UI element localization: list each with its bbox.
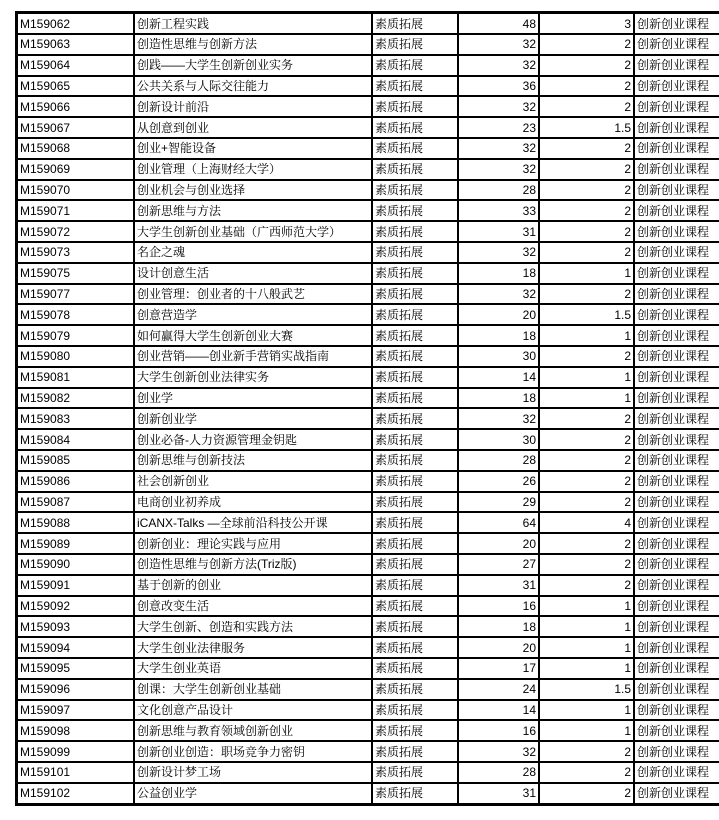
table-row [17, 471, 719, 492]
cell-category: 素质拓展 [372, 512, 458, 533]
cell-category: 素质拓展 [372, 76, 458, 97]
cell-credits: 4 [539, 512, 634, 533]
cell-code: M159066 [17, 96, 135, 117]
cell-code: M159080 [17, 346, 135, 367]
cell-code: M159064 [17, 55, 135, 76]
cell-code: M159071 [17, 200, 135, 221]
cell-type: 创新创业课程 [634, 512, 719, 533]
cell-hours: 32 [458, 242, 539, 263]
table-row [17, 575, 719, 596]
table-row [17, 533, 719, 554]
cell-name: 创意改变生活 [134, 596, 372, 617]
table-row [17, 138, 719, 159]
cell-type: 创新创业课程 [634, 450, 719, 471]
cell-category: 素质拓展 [372, 575, 458, 596]
course-list-table [15, 11, 719, 806]
cell-code: M159070 [17, 180, 135, 201]
table-row [17, 221, 719, 242]
cell-hours: 33 [458, 200, 539, 221]
cell-hours: 30 [458, 346, 539, 367]
cell-hours: 18 [458, 616, 539, 637]
cell-category: 素质拓展 [372, 533, 458, 554]
cell-hours: 32 [458, 284, 539, 305]
table-row [17, 263, 719, 284]
cell-credits: 1 [539, 720, 634, 741]
table-row [17, 492, 719, 513]
cell-credits: 2 [539, 76, 634, 97]
cell-hours: 18 [458, 263, 539, 284]
cell-code: M159086 [17, 471, 135, 492]
cell-type: 创新创业课程 [634, 471, 719, 492]
cell-type: 创新创业课程 [634, 408, 719, 429]
cell-code: M159098 [17, 720, 135, 741]
table-row [17, 679, 719, 700]
cell-credits: 2 [539, 96, 634, 117]
cell-credits: 2 [539, 429, 634, 450]
cell-code: M159062 [17, 13, 135, 35]
cell-code: M159083 [17, 408, 135, 429]
cell-type: 创新创业课程 [634, 616, 719, 637]
cell-category: 素质拓展 [372, 783, 458, 805]
cell-name: 创践——大学生创新创业实务 [134, 55, 372, 76]
cell-category: 素质拓展 [372, 658, 458, 679]
cell-credits: 1 [539, 263, 634, 284]
table-row [17, 34, 719, 55]
cell-credits: 2 [539, 554, 634, 575]
cell-code: M159084 [17, 429, 135, 450]
cell-type: 创新创业课程 [634, 221, 719, 242]
cell-credits: 2 [539, 200, 634, 221]
cell-code: M159077 [17, 284, 135, 305]
cell-category: 素质拓展 [372, 596, 458, 617]
cell-code: M159089 [17, 533, 135, 554]
table-row [17, 554, 719, 575]
cell-name: 公共关系与人际交往能力 [134, 76, 372, 97]
cell-category: 素质拓展 [372, 367, 458, 388]
cell-type: 创新创业课程 [634, 76, 719, 97]
cell-hours: 31 [458, 221, 539, 242]
cell-credits: 2 [539, 741, 634, 762]
cell-name: 电商创业初养成 [134, 492, 372, 513]
cell-name: 创业机会与创业选择 [134, 180, 372, 201]
cell-credits: 2 [539, 284, 634, 305]
table-row [17, 13, 719, 35]
cell-code: M159068 [17, 138, 135, 159]
cell-hours: 36 [458, 76, 539, 97]
cell-name: 创新思维与教育领域创新创业 [134, 720, 372, 741]
cell-credits: 1.5 [539, 304, 634, 325]
cell-hours: 26 [458, 471, 539, 492]
cell-category: 素质拓展 [372, 637, 458, 658]
cell-hours: 16 [458, 720, 539, 741]
cell-category: 素质拓展 [372, 388, 458, 409]
table-row [17, 616, 719, 637]
table-row [17, 242, 719, 263]
table-row [17, 76, 719, 97]
cell-type: 创新创业课程 [634, 242, 719, 263]
cell-category: 素质拓展 [372, 263, 458, 284]
cell-type: 创新创业课程 [634, 13, 719, 35]
cell-name: 创造性思维与创新方法 [134, 34, 372, 55]
cell-credits: 2 [539, 783, 634, 805]
cell-category: 素质拓展 [372, 159, 458, 180]
cell-category: 素质拓展 [372, 408, 458, 429]
cell-credits: 2 [539, 408, 634, 429]
cell-credits: 3 [539, 13, 634, 35]
cell-code: M159093 [17, 616, 135, 637]
cell-category: 素质拓展 [372, 13, 458, 35]
cell-name: 社会创新创业 [134, 471, 372, 492]
cell-type: 创新创业课程 [634, 388, 719, 409]
cell-code: M159090 [17, 554, 135, 575]
cell-name: 创业管理（上海财经大学） [134, 159, 372, 180]
table-row [17, 658, 719, 679]
cell-type: 创新创业课程 [634, 159, 719, 180]
cell-code: M159101 [17, 762, 135, 783]
cell-hours: 24 [458, 679, 539, 700]
cell-code: M159075 [17, 263, 135, 284]
cell-hours: 20 [458, 533, 539, 554]
cell-code: M159102 [17, 783, 135, 805]
cell-hours: 28 [458, 180, 539, 201]
cell-name: 创业营销——创业新手营销实战指南 [134, 346, 372, 367]
cell-type: 创新创业课程 [634, 346, 719, 367]
cell-hours: 32 [458, 138, 539, 159]
table-row [17, 304, 719, 325]
cell-hours: 64 [458, 512, 539, 533]
cell-category: 素质拓展 [372, 741, 458, 762]
cell-credits: 2 [539, 55, 634, 76]
cell-category: 素质拓展 [372, 34, 458, 55]
table-row [17, 450, 719, 471]
cell-hours: 28 [458, 762, 539, 783]
cell-credits: 2 [539, 346, 634, 367]
cell-hours: 30 [458, 429, 539, 450]
cell-credits: 1 [539, 367, 634, 388]
cell-category: 素质拓展 [372, 180, 458, 201]
cell-category: 素质拓展 [372, 700, 458, 721]
cell-hours: 14 [458, 700, 539, 721]
cell-code: M159088 [17, 512, 135, 533]
cell-code: M159099 [17, 741, 135, 762]
cell-credits: 2 [539, 138, 634, 159]
cell-hours: 20 [458, 637, 539, 658]
cell-type: 创新创业课程 [634, 762, 719, 783]
cell-name: 创新思维与方法 [134, 200, 372, 221]
cell-code: M159072 [17, 221, 135, 242]
cell-type: 创新创业课程 [634, 263, 719, 284]
cell-code: M159094 [17, 637, 135, 658]
cell-credits: 1 [539, 596, 634, 617]
cell-hours: 32 [458, 408, 539, 429]
cell-category: 素质拓展 [372, 284, 458, 305]
cell-name: 创业必备-人力资源管理金钥匙 [134, 429, 372, 450]
cell-category: 素质拓展 [372, 450, 458, 471]
cell-credits: 2 [539, 762, 634, 783]
cell-code: M159092 [17, 596, 135, 617]
cell-name: 基于创新的创业 [134, 575, 372, 596]
course-table-body [17, 13, 719, 805]
cell-hours: 32 [458, 55, 539, 76]
cell-name: 创意营造学 [134, 304, 372, 325]
cell-code: M159078 [17, 304, 135, 325]
cell-type: 创新创业课程 [634, 637, 719, 658]
cell-type: 创新创业课程 [634, 200, 719, 221]
cell-type: 创新创业课程 [634, 554, 719, 575]
table-row [17, 741, 719, 762]
cell-credits: 1 [539, 658, 634, 679]
cell-credits: 1 [539, 616, 634, 637]
cell-type: 创新创业课程 [634, 34, 719, 55]
table-row [17, 429, 719, 450]
cell-credits: 1.5 [539, 117, 634, 138]
cell-name: 创新创业：理论实践与应用 [134, 533, 372, 554]
cell-hours: 29 [458, 492, 539, 513]
table-row [17, 284, 719, 305]
cell-code: M159096 [17, 679, 135, 700]
cell-name: 大学生创业英语 [134, 658, 372, 679]
cell-name: 创业管理：创业者的十八般武艺 [134, 284, 372, 305]
cell-category: 素质拓展 [372, 679, 458, 700]
table-row [17, 96, 719, 117]
cell-type: 创新创业课程 [634, 117, 719, 138]
cell-category: 素质拓展 [372, 492, 458, 513]
cell-name: 大学生创新创业法律实务 [134, 367, 372, 388]
cell-name: 大学生创新、创造和实践方法 [134, 616, 372, 637]
cell-hours: 18 [458, 388, 539, 409]
cell-category: 素质拓展 [372, 117, 458, 138]
cell-type: 创新创业课程 [634, 367, 719, 388]
cell-hours: 32 [458, 34, 539, 55]
cell-code: M159063 [17, 34, 135, 55]
cell-category: 素质拓展 [372, 471, 458, 492]
cell-name: iCANX-Talks —全球前沿科技公开课 [134, 512, 372, 533]
cell-credits: 2 [539, 492, 634, 513]
table-row [17, 346, 719, 367]
table-row [17, 55, 719, 76]
cell-hours: 27 [458, 554, 539, 575]
table-row [17, 159, 719, 180]
cell-credits: 2 [539, 242, 634, 263]
cell-code: M159081 [17, 367, 135, 388]
cell-code: M159097 [17, 700, 135, 721]
table-row [17, 637, 719, 658]
cell-type: 创新创业课程 [634, 679, 719, 700]
cell-credits: 2 [539, 34, 634, 55]
cell-type: 创新创业课程 [634, 284, 719, 305]
cell-category: 素质拓展 [372, 720, 458, 741]
cell-category: 素质拓展 [372, 304, 458, 325]
cell-hours: 18 [458, 325, 539, 346]
cell-hours: 32 [458, 159, 539, 180]
cell-category: 素质拓展 [372, 325, 458, 346]
cell-credits: 2 [539, 180, 634, 201]
cell-category: 素质拓展 [372, 242, 458, 263]
cell-code: M159069 [17, 159, 135, 180]
cell-name: 大学生创业法律服务 [134, 637, 372, 658]
cell-hours: 48 [458, 13, 539, 35]
table-row [17, 783, 719, 805]
cell-type: 创新创业课程 [634, 96, 719, 117]
cell-code: M159065 [17, 76, 135, 97]
cell-credits: 1 [539, 388, 634, 409]
cell-name: 创造性思维与创新方法(Triz版) [134, 554, 372, 575]
cell-name: 创新创业创造：职场竞争力密钥 [134, 741, 372, 762]
cell-type: 创新创业课程 [634, 783, 719, 805]
table-row [17, 700, 719, 721]
cell-type: 创新创业课程 [634, 325, 719, 346]
cell-type: 创新创业课程 [634, 180, 719, 201]
cell-name: 文化创意产品设计 [134, 700, 372, 721]
cell-name: 创业+智能设备 [134, 138, 372, 159]
cell-name: 如何赢得大学生创新创业大赛 [134, 325, 372, 346]
cell-credits: 2 [539, 471, 634, 492]
table-row [17, 117, 719, 138]
table-row [17, 596, 719, 617]
cell-hours: 32 [458, 96, 539, 117]
cell-code: M159085 [17, 450, 135, 471]
cell-category: 素质拓展 [372, 200, 458, 221]
cell-hours: 20 [458, 304, 539, 325]
cell-code: M159073 [17, 242, 135, 263]
cell-type: 创新创业课程 [634, 429, 719, 450]
cell-name: 设计创意生活 [134, 263, 372, 284]
cell-name: 名企之魂 [134, 242, 372, 263]
cell-hours: 31 [458, 575, 539, 596]
cell-name: 创新设计前沿 [134, 96, 372, 117]
cell-name: 创业学 [134, 388, 372, 409]
cell-code: M159067 [17, 117, 135, 138]
cell-credits: 1 [539, 637, 634, 658]
cell-name: 创新创业学 [134, 408, 372, 429]
cell-category: 素质拓展 [372, 55, 458, 76]
cell-hours: 31 [458, 783, 539, 805]
cell-category: 素质拓展 [372, 554, 458, 575]
cell-code: M159079 [17, 325, 135, 346]
cell-credits: 1 [539, 700, 634, 721]
cell-code: M159091 [17, 575, 135, 596]
cell-type: 创新创业课程 [634, 492, 719, 513]
cell-category: 素质拓展 [372, 96, 458, 117]
table-row [17, 388, 719, 409]
cell-code: M159082 [17, 388, 135, 409]
cell-hours: 17 [458, 658, 539, 679]
cell-code: M159095 [17, 658, 135, 679]
cell-category: 素质拓展 [372, 138, 458, 159]
cell-type: 创新创业课程 [634, 138, 719, 159]
cell-hours: 28 [458, 450, 539, 471]
cell-name: 公益创业学 [134, 783, 372, 805]
cell-category: 素质拓展 [372, 429, 458, 450]
cell-hours: 32 [458, 741, 539, 762]
cell-credits: 2 [539, 159, 634, 180]
cell-hours: 14 [458, 367, 539, 388]
cell-credits: 2 [539, 450, 634, 471]
cell-category: 素质拓展 [372, 221, 458, 242]
table-row [17, 720, 719, 741]
table-row [17, 325, 719, 346]
cell-type: 创新创业课程 [634, 533, 719, 554]
cell-type: 创新创业课程 [634, 658, 719, 679]
cell-name: 创新思维与创新技法 [134, 450, 372, 471]
cell-credits: 1.5 [539, 679, 634, 700]
cell-type: 创新创业课程 [634, 720, 719, 741]
table-row [17, 180, 719, 201]
cell-type: 创新创业课程 [634, 55, 719, 76]
cell-type: 创新创业课程 [634, 304, 719, 325]
cell-name: 从创意到创业 [134, 117, 372, 138]
cell-type: 创新创业课程 [634, 700, 719, 721]
cell-type: 创新创业课程 [634, 575, 719, 596]
cell-hours: 23 [458, 117, 539, 138]
cell-name: 大学生创新创业基础（广西师范大学） [134, 221, 372, 242]
cell-credits: 1 [539, 325, 634, 346]
cell-name: 创课：大学生创新创业基础 [134, 679, 372, 700]
table-row [17, 367, 719, 388]
cell-category: 素质拓展 [372, 762, 458, 783]
cell-name: 创新设计梦工场 [134, 762, 372, 783]
cell-hours: 16 [458, 596, 539, 617]
cell-category: 素质拓展 [372, 616, 458, 637]
cell-category: 素质拓展 [372, 346, 458, 367]
cell-name: 创新工程实践 [134, 13, 372, 35]
cell-credits: 2 [539, 533, 634, 554]
cell-code: M159087 [17, 492, 135, 513]
table-row [17, 762, 719, 783]
table-row [17, 200, 719, 221]
cell-type: 创新创业课程 [634, 741, 719, 762]
table-row [17, 408, 719, 429]
cell-credits: 2 [539, 575, 634, 596]
cell-type: 创新创业课程 [634, 596, 719, 617]
cell-credits: 2 [539, 221, 634, 242]
table-row [17, 512, 719, 533]
